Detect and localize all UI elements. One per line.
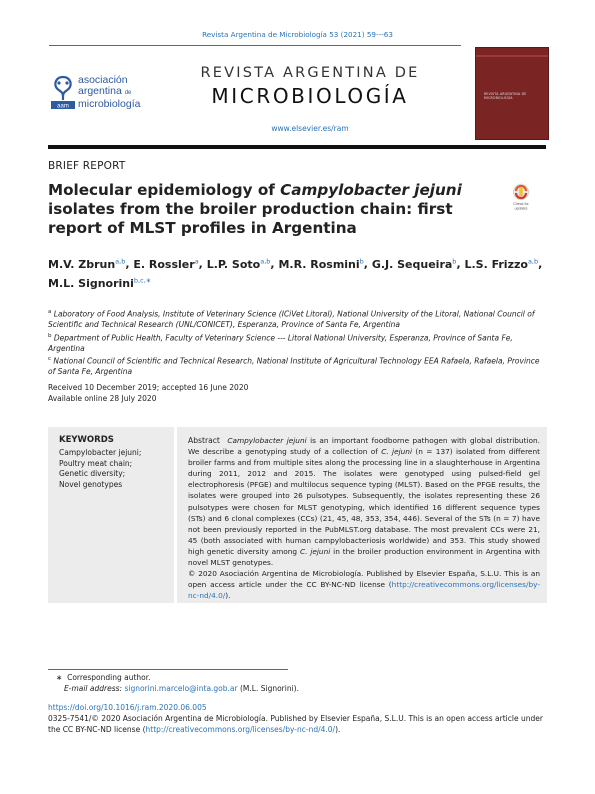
keyword-item: Genetic diversity; <box>59 469 126 478</box>
header-rule <box>49 45 461 46</box>
affiliation-c: $^c$ National Council of Scientific and Technical Research, National Institute of Agricultural Technology EEA Rafaela, Rafaela, Province of Santa Fe, Argentina <box>48 356 540 376</box>
affiliations <box>48 307 548 378</box>
society-name-line3: microbiología <box>78 98 141 110</box>
cover-title: REVISTA ARGENTINA DE MICROBIOLOGÍA <box>484 92 527 100</box>
abstract-copyright: © 2020 Asociación Argentina de Microbiología. Published by Elsevier España, S.L.U. This is an open access article under the CC BY-NC-ND license ( <box>188 569 540 590</box>
check-for-updates-button[interactable] <box>502 183 540 213</box>
keyword-item: Campylobacter jejuni; <box>59 448 142 457</box>
header-thick-rule <box>48 145 546 149</box>
society-logo <box>50 74 160 114</box>
society-name-line1: asociación <box>78 74 128 86</box>
author[interactable]: G.J. Sequeira$^b$ <box>371 257 457 271</box>
society-name-de: de <box>124 90 132 96</box>
abstract-box <box>177 427 547 603</box>
article-dates <box>48 383 448 404</box>
journal-citation[interactable]: Revista Argentina de Microbiología 53 (2021) 59---63 <box>202 30 393 39</box>
journal-name-line2: MICROBIOLOGÍA <box>211 84 409 108</box>
keywords-list <box>59 448 171 490</box>
journal-name-line1: REVISTA ARGENTINA DE <box>200 65 420 81</box>
crossmark-label-line2: updates <box>514 206 528 211</box>
author[interactable]: M.L. Signorini$^{b,c,∗}$ <box>48 276 152 291</box>
abstract-label: Abstract <box>188 436 220 445</box>
issn-copyright: 0325-7541/© 2020 Asociación Argentina de Microbiología. Published by Elsevier España, S.L.U. This is an open access article under the CC BY-NC-ND license (http://creativecommons.org/licenses/by-nc-nd/4.0/). <box>48 714 543 734</box>
aam-logo-label: aam <box>57 103 69 110</box>
email-link[interactable]: signorini.marcelo@inta.gob.ar <box>124 684 238 693</box>
keyword-item: Novel genotypes <box>59 479 123 489</box>
crossmark-label-line1: Check for <box>513 202 529 206</box>
footer-license-link[interactable]: http://creativecommons.org/licenses/by-nc-nd/4.0/ <box>145 724 336 734</box>
footnote-rule <box>48 669 288 670</box>
received-date: Received 10 December 2019; accepted 16 June 2020 <box>48 383 249 392</box>
journal-cover-image <box>475 47 549 140</box>
email-note: E-mail address: signorini.marcelo@inta.gob.ar (M.L. Signorini). <box>64 684 299 693</box>
article-type: BRIEF REPORT <box>48 160 126 172</box>
society-name <box>78 75 140 110</box>
title-italic: Campylobacter jejuni <box>280 181 462 199</box>
author-list: M.V. Zbrun$^{a,b}$, E. Rossler$^a$, L.P. Soto$^{a,b}$, M.R. Rosmini$^b$, G.J. Sequeira$^b$, L.S. Frizzo$^{a,b}$, M.L. Signorini$^{b,c,∗}$ <box>48 257 543 291</box>
aam-logo-icon <box>50 74 76 110</box>
doi-link[interactable]: https://doi.org/10.1016/j.ram.2020.06.005 <box>48 703 207 712</box>
affiliation-b: $^b$ Department of Public Health, Faculty of Veterinary Science --- Litoral National University, Esperanza, Province of Santa Fe, Argentina <box>48 332 513 353</box>
article-title <box>48 181 468 238</box>
keywords-box <box>48 427 174 603</box>
journal-url-link[interactable]: www.elsevier.es/ram <box>271 124 349 133</box>
author[interactable]: L.P. Soto$^{a,b}$ <box>206 257 271 271</box>
title-part2: isolates from the broiler production chain: first report of MLST profiles in Argentina <box>48 200 453 237</box>
author[interactable]: L.S. Frizzo$^{a,b}$ <box>464 257 539 271</box>
society-name-line2: argentina de <box>78 85 132 97</box>
abstract-text: Abstract Campylobacter jejuni is an important foodborne pathogen with global distribution. We describe a genotyping study of a collection of C. jejuni (n = 137) isolated from different broiler farms and from multiple sites along the processing line in a slaughterhouse in Argentina during 2011, 2012 and 2015. The isolates were genotyped using pulsed-field gel electrophoresis (PFGE) and multilocus sequence typing (MLST). Based on the PFGE results, the isolates were grouped into 26 pulsotypes. Subsequently, the isolates representing these 26 pulsotypes were chosen for MLST genotyping, which identified 16 different sequence types (STs) and 6 clonal complexes (CCs) (21, 45, 48, 353, 354, 446). Several of the STs (n = 7) have not been previously reported in the PubMLST.org database. The most prevalent CCs were 21, 45 (both associated with human campylobacteriosis worldwide) and 353. This study showed high genetic diversity among C. jejuni in the broiler production environment in Argentina with novel MLST genotypes. © 2020 Asociación Argentina de Microbiología. Published by Elsevier España, S.L.U. This is an open access article under the CC BY-NC-ND license (http://creativecommons.org/licenses/by-nc-nd/4.0/). <box>188 436 540 601</box>
title-part1: Molecular epidemiology of <box>48 181 281 199</box>
cover-bar <box>476 55 548 57</box>
license-link[interactable]: http://creativecommons.org/licenses/by-nc-nd/4.0/ <box>188 580 540 601</box>
author[interactable]: E. Rossler$^a$ <box>133 257 199 271</box>
available-date: Available online 28 July 2020 <box>48 393 157 403</box>
crossmark-icon <box>502 183 540 213</box>
corresponding-author-note: ∗ Corresponding author. <box>56 673 151 682</box>
affiliation-a: $^a$ Laboratory of Food Analysis, Institute of Veterinary Science (ICiVet Litoral), National University of the Litoral, National Council of Scientific and Technical Research (UNL/CONICET), Esperanza, Province of Santa Fe, Argentina <box>48 309 535 329</box>
author[interactable]: M.R. Rosmini$^b$ <box>278 257 364 271</box>
keywords-heading: KEYWORDS <box>59 435 114 445</box>
author[interactable]: M.V. Zbrun$^{a,b}$ <box>48 257 126 271</box>
keyword-item: Poultry meat chain; <box>59 458 133 468</box>
